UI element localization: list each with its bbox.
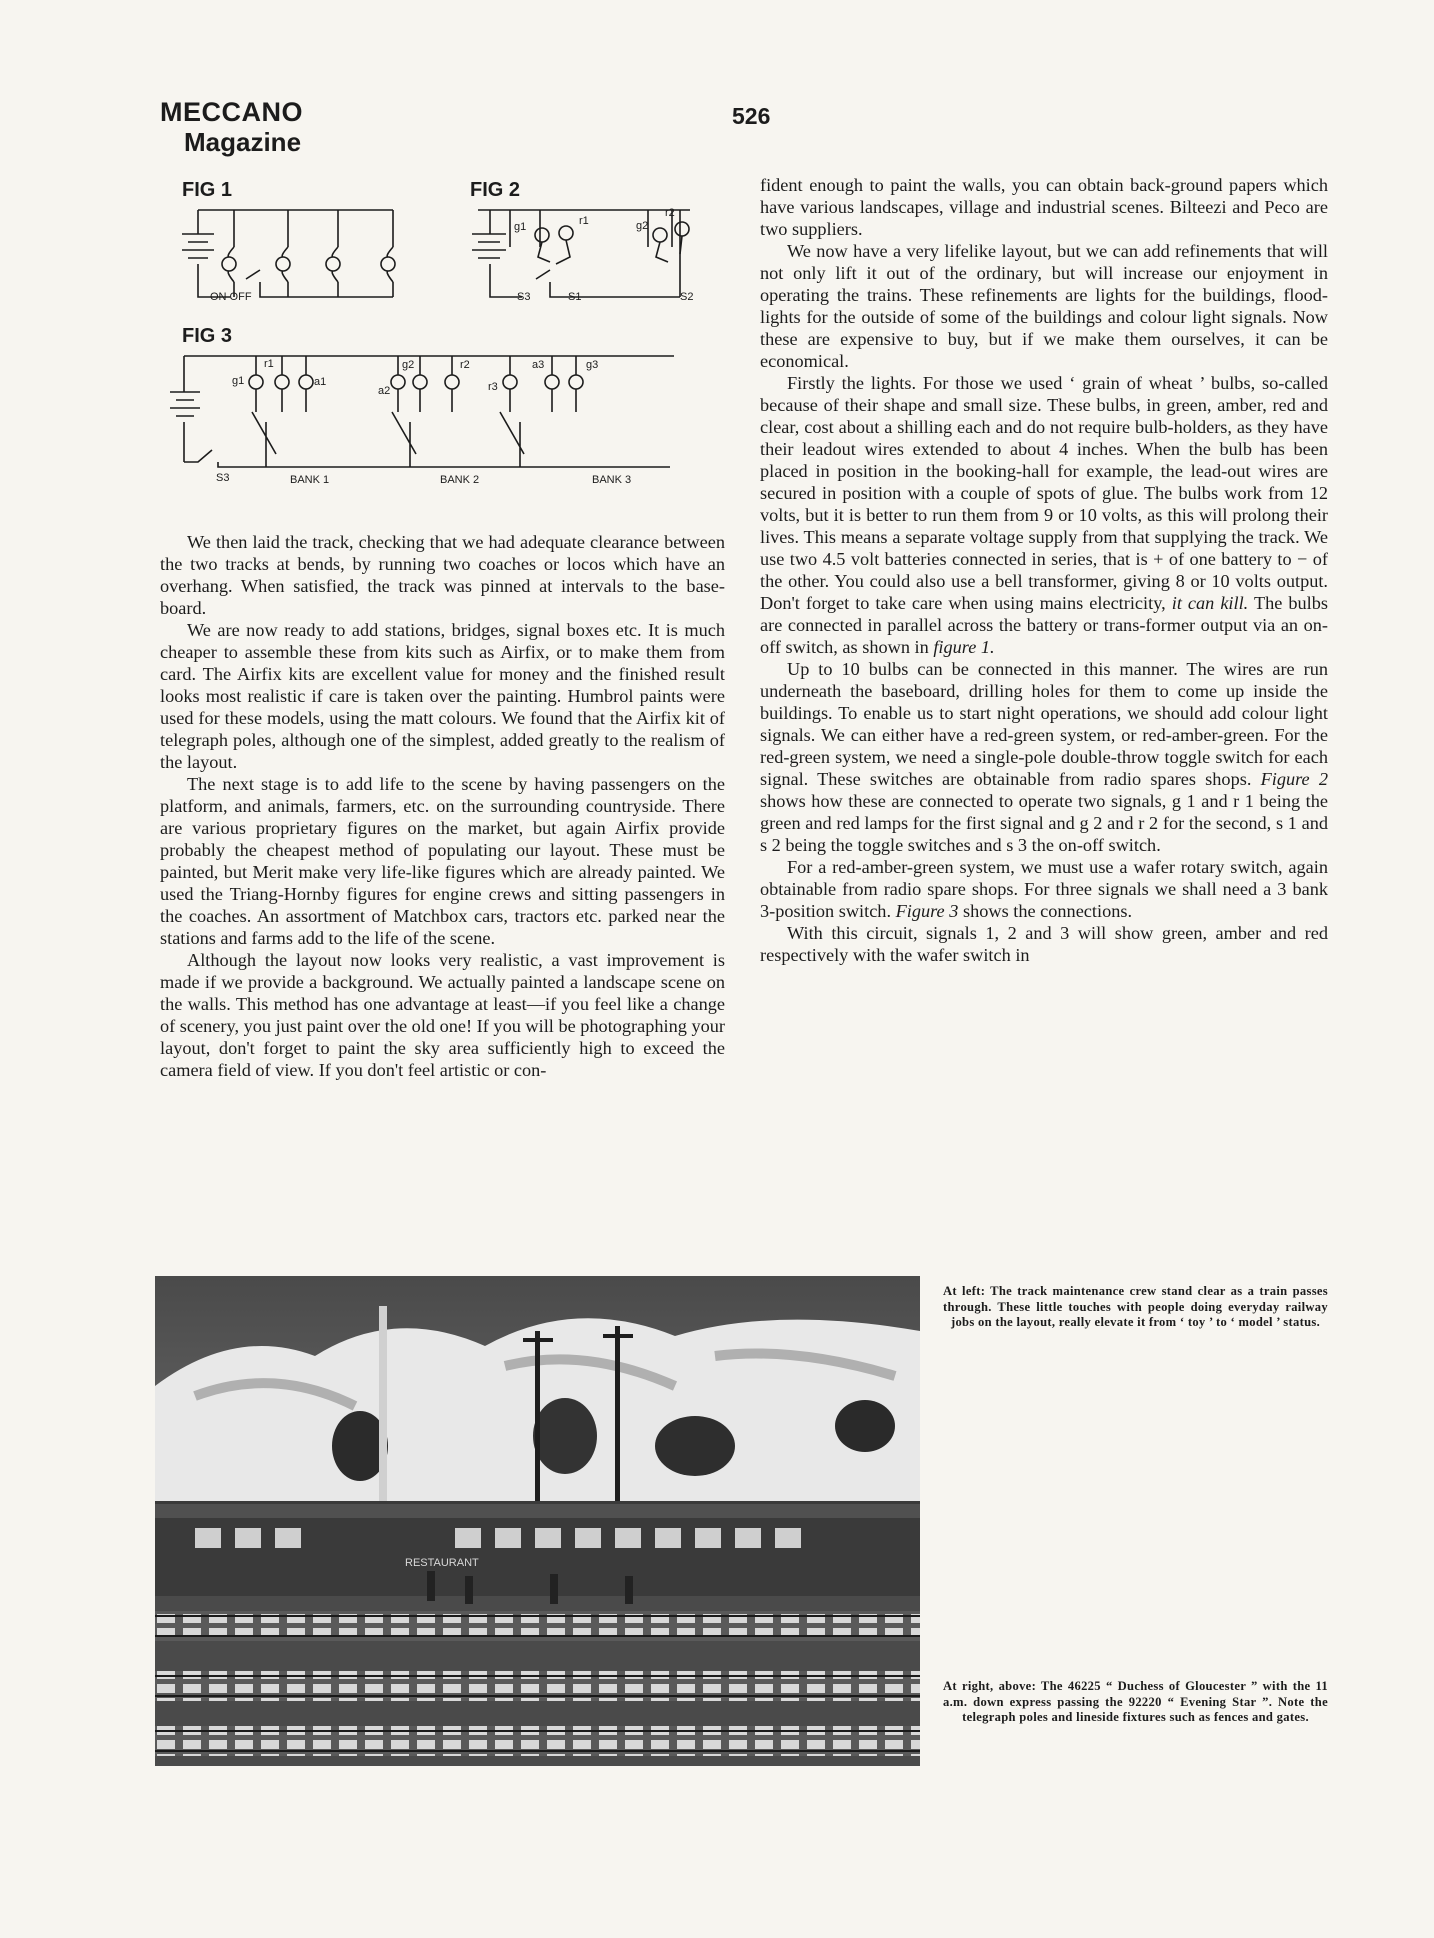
- fig2-g1-label: g1: [514, 221, 527, 233]
- fig2-g2-label: g2: [636, 220, 649, 232]
- figure-reference: Figure 2: [1260, 769, 1328, 789]
- paragraph-text: Firstly the lights. For those we used ‘ grain of wheat ’ bulbs, so-called because of their shape and small size. These bulbs, in green, amber, red and clear, cost about a shilling each and do not require bulb-holders, as they have their leadout wires extended to about 4 inches. When the bulb has been placed in position in the booking-hall for example, the lead-out wires are secured in position with a couple of spots of glue. The bulbs work from 12 volts, but it is better to run them from 9 or 10 volts, as this will prolong their lives. This means a separate voltage supply from that supplying the track. We use two 4.5 volt batteries connected in series, that is + of one battery to − of the other. You could also use a bell transformer, giving 8 or 10 volts output. Don't forget to take care when using mains electricity,: [760, 373, 1328, 613]
- fig3-a3-label: a3: [532, 359, 545, 371]
- paragraph: Although the layout now looks very realistic, a vast improvement is made if we provide a background. We actually painted a landscape scene on the walls. This method has one advantage at least—if you feel like a change of scenery, you just paint over the old one! If you will be photographing your layout, don't forget to paint the sky area sufficiently high to exceed the camera field of view. If you don't feel artistic or con-: [160, 950, 725, 1080]
- fig3-bank1-label: BANK 1: [290, 474, 330, 486]
- photo-caption-right: At right, above: The 46225 “ Duchess of Gloucester ” with the 11 a.m. down express passing the 92220 “ Evening Star ”. Note the telegraph poles and lineside fixtures such as fences and gates.: [943, 1679, 1328, 1725]
- fig3-s3-label: S3: [216, 472, 230, 484]
- fig3-r1-label: r1: [264, 358, 274, 370]
- fig2-r2-label: r2: [665, 207, 675, 219]
- fig2-s1-label: S1: [568, 291, 582, 303]
- fig2-s2-label: S2: [680, 291, 694, 303]
- fig3-g3-label: g3: [586, 359, 599, 371]
- fig2-s3-label: S3: [517, 291, 531, 303]
- fig3-a1-label: a1: [314, 376, 327, 388]
- fig1-title: FIG 1: [182, 179, 233, 201]
- paragraph: We then laid the track, checking that we had adequate clearance between the two tracks at bends, by running two coaches or locos which have an overhang. When satisfied, the track was pinned at intervals to the base-board.: [160, 532, 725, 618]
- fig3-a2-label: a2: [378, 385, 391, 397]
- paragraph: With this circuit, signals 1, 2 and 3 will show green, amber and red respectively with the wafer switch in: [760, 923, 1328, 965]
- fig3-bank2-label: BANK 2: [440, 474, 480, 486]
- masthead-subtitle: Magazine: [184, 127, 302, 157]
- masthead-title: MECCANO: [160, 97, 303, 127]
- fig1-diagram: [182, 179, 395, 303]
- figure-reference: Figure 3: [895, 901, 959, 921]
- figure-reference: figure 1.: [933, 637, 995, 657]
- fig3-bank3-label: BANK 3: [592, 474, 632, 486]
- page-number: 526: [732, 103, 771, 129]
- fig1-switch-label: ON OFF: [210, 291, 252, 303]
- layout-photograph: [155, 1276, 920, 1766]
- paragraph: The next stage is to add life to the scene by having passengers on the platform, and animals, farmers, etc. on the surrounding countryside. There are various proprietary figures on the market, but again Airfix provide probably the cheapest method of populating our layout. These must be painted, but Merit make very life-like figures which are already painted. We used the Triang-Hornby figures for engine crews and sitting passengers in the coaches. An assortment of Matchbox cars, tractors etc. parked near the stations and farms add to the life of the scene.: [160, 774, 725, 948]
- paragraph: fident enough to paint the walls, you can obtain back-ground papers which have various landscapes, village and industrial scenes. Bilteezi and Peco are two suppliers.: [760, 175, 1328, 239]
- fig3-r2-label: r2: [460, 359, 470, 371]
- lamp-icon: [222, 247, 395, 282]
- paragraph-text: shows how these are connected to operate two signals, g 1 and r 1 being the green and red lamps for the first signal and g 2 and r 2 for the second, s 1 and s 2 being the toggle switches and s 3 the on-off switch.: [760, 791, 1328, 855]
- paragraph: [760, 658, 1328, 856]
- paragraph: We are now ready to add stations, bridges, signal boxes etc. It is much cheaper to assemble these from kits such as Airfix, or to make them from card. The Airfix kits are excellent value for money and the finished result looks most realistic if care is taken over the painting. Humbrol paints were used for these models, using the matt colours. We found that the Airfix kit of telegraph poles, although one of the simplest, added greatly to the realism of the layout.: [160, 620, 725, 772]
- circuit-diagrams: [160, 172, 720, 512]
- right-column: [760, 174, 1328, 966]
- paragraph: [760, 372, 1328, 658]
- photo-illustration: [155, 1276, 920, 1766]
- fig2-r1-label: r1: [579, 215, 589, 227]
- fig3-title: FIG 3: [182, 325, 233, 347]
- paragraph-text: Up to 10 bulbs can be connected in this manner. The wires are run underneath the baseboard, drilling holes for them to come up inside the buildings. To enable us to start night operations, we should add colour light signals. We can either have a red-green system, or red-amber-green. For the red-green system, we need a single-pole double-throw toggle switch for each signal. These switches are obtainable from radio spares shops.: [760, 659, 1328, 789]
- left-column: [160, 531, 725, 1081]
- fig2-diagram: [470, 179, 693, 303]
- fig3-r3-label: r3: [488, 381, 498, 393]
- coach-nameboard: RESTAURANT: [405, 1557, 479, 1569]
- emphasis: it can kill.: [1171, 593, 1249, 613]
- fig2-title: FIG 2: [470, 179, 521, 201]
- fig3-diagram: [170, 325, 674, 486]
- paragraph: [760, 856, 1328, 922]
- paragraph: We now have a very lifelike layout, but we can add refinements that will not only lift it out of the ordinary, but will increase our enjoyment in operating the trains. These refinements are lights for the buildings, flood-lights for the outside of some of the buildings and colour light signals. Now these are expensive to buy, but if we make them ourselves, it can be economical.: [760, 241, 1328, 371]
- fig3-g2-label: g2: [402, 359, 415, 371]
- paragraph-text: shows the connections.: [962, 901, 1133, 921]
- paragraph-text: For a red-amber-green system, we must use a wafer rotary switch, again obtainable from radio spare shops. For three signals we shall need a 3 bank 3-position switch.: [760, 857, 1328, 921]
- photo-caption-left: At left: The track maintenance crew stand clear as a train passes through. These little touches with people doing everyday railway jobs on the layout, really elevate it from ‘ toy ’ to ‘ model ’ status.: [943, 1284, 1328, 1330]
- paragraph-text: The bulbs are connected in parallel across the battery or trans-former output via an on-off switch, as shown in: [760, 593, 1328, 657]
- fig3-g1-label: g1: [232, 375, 245, 387]
- lamp-icon: [535, 222, 689, 264]
